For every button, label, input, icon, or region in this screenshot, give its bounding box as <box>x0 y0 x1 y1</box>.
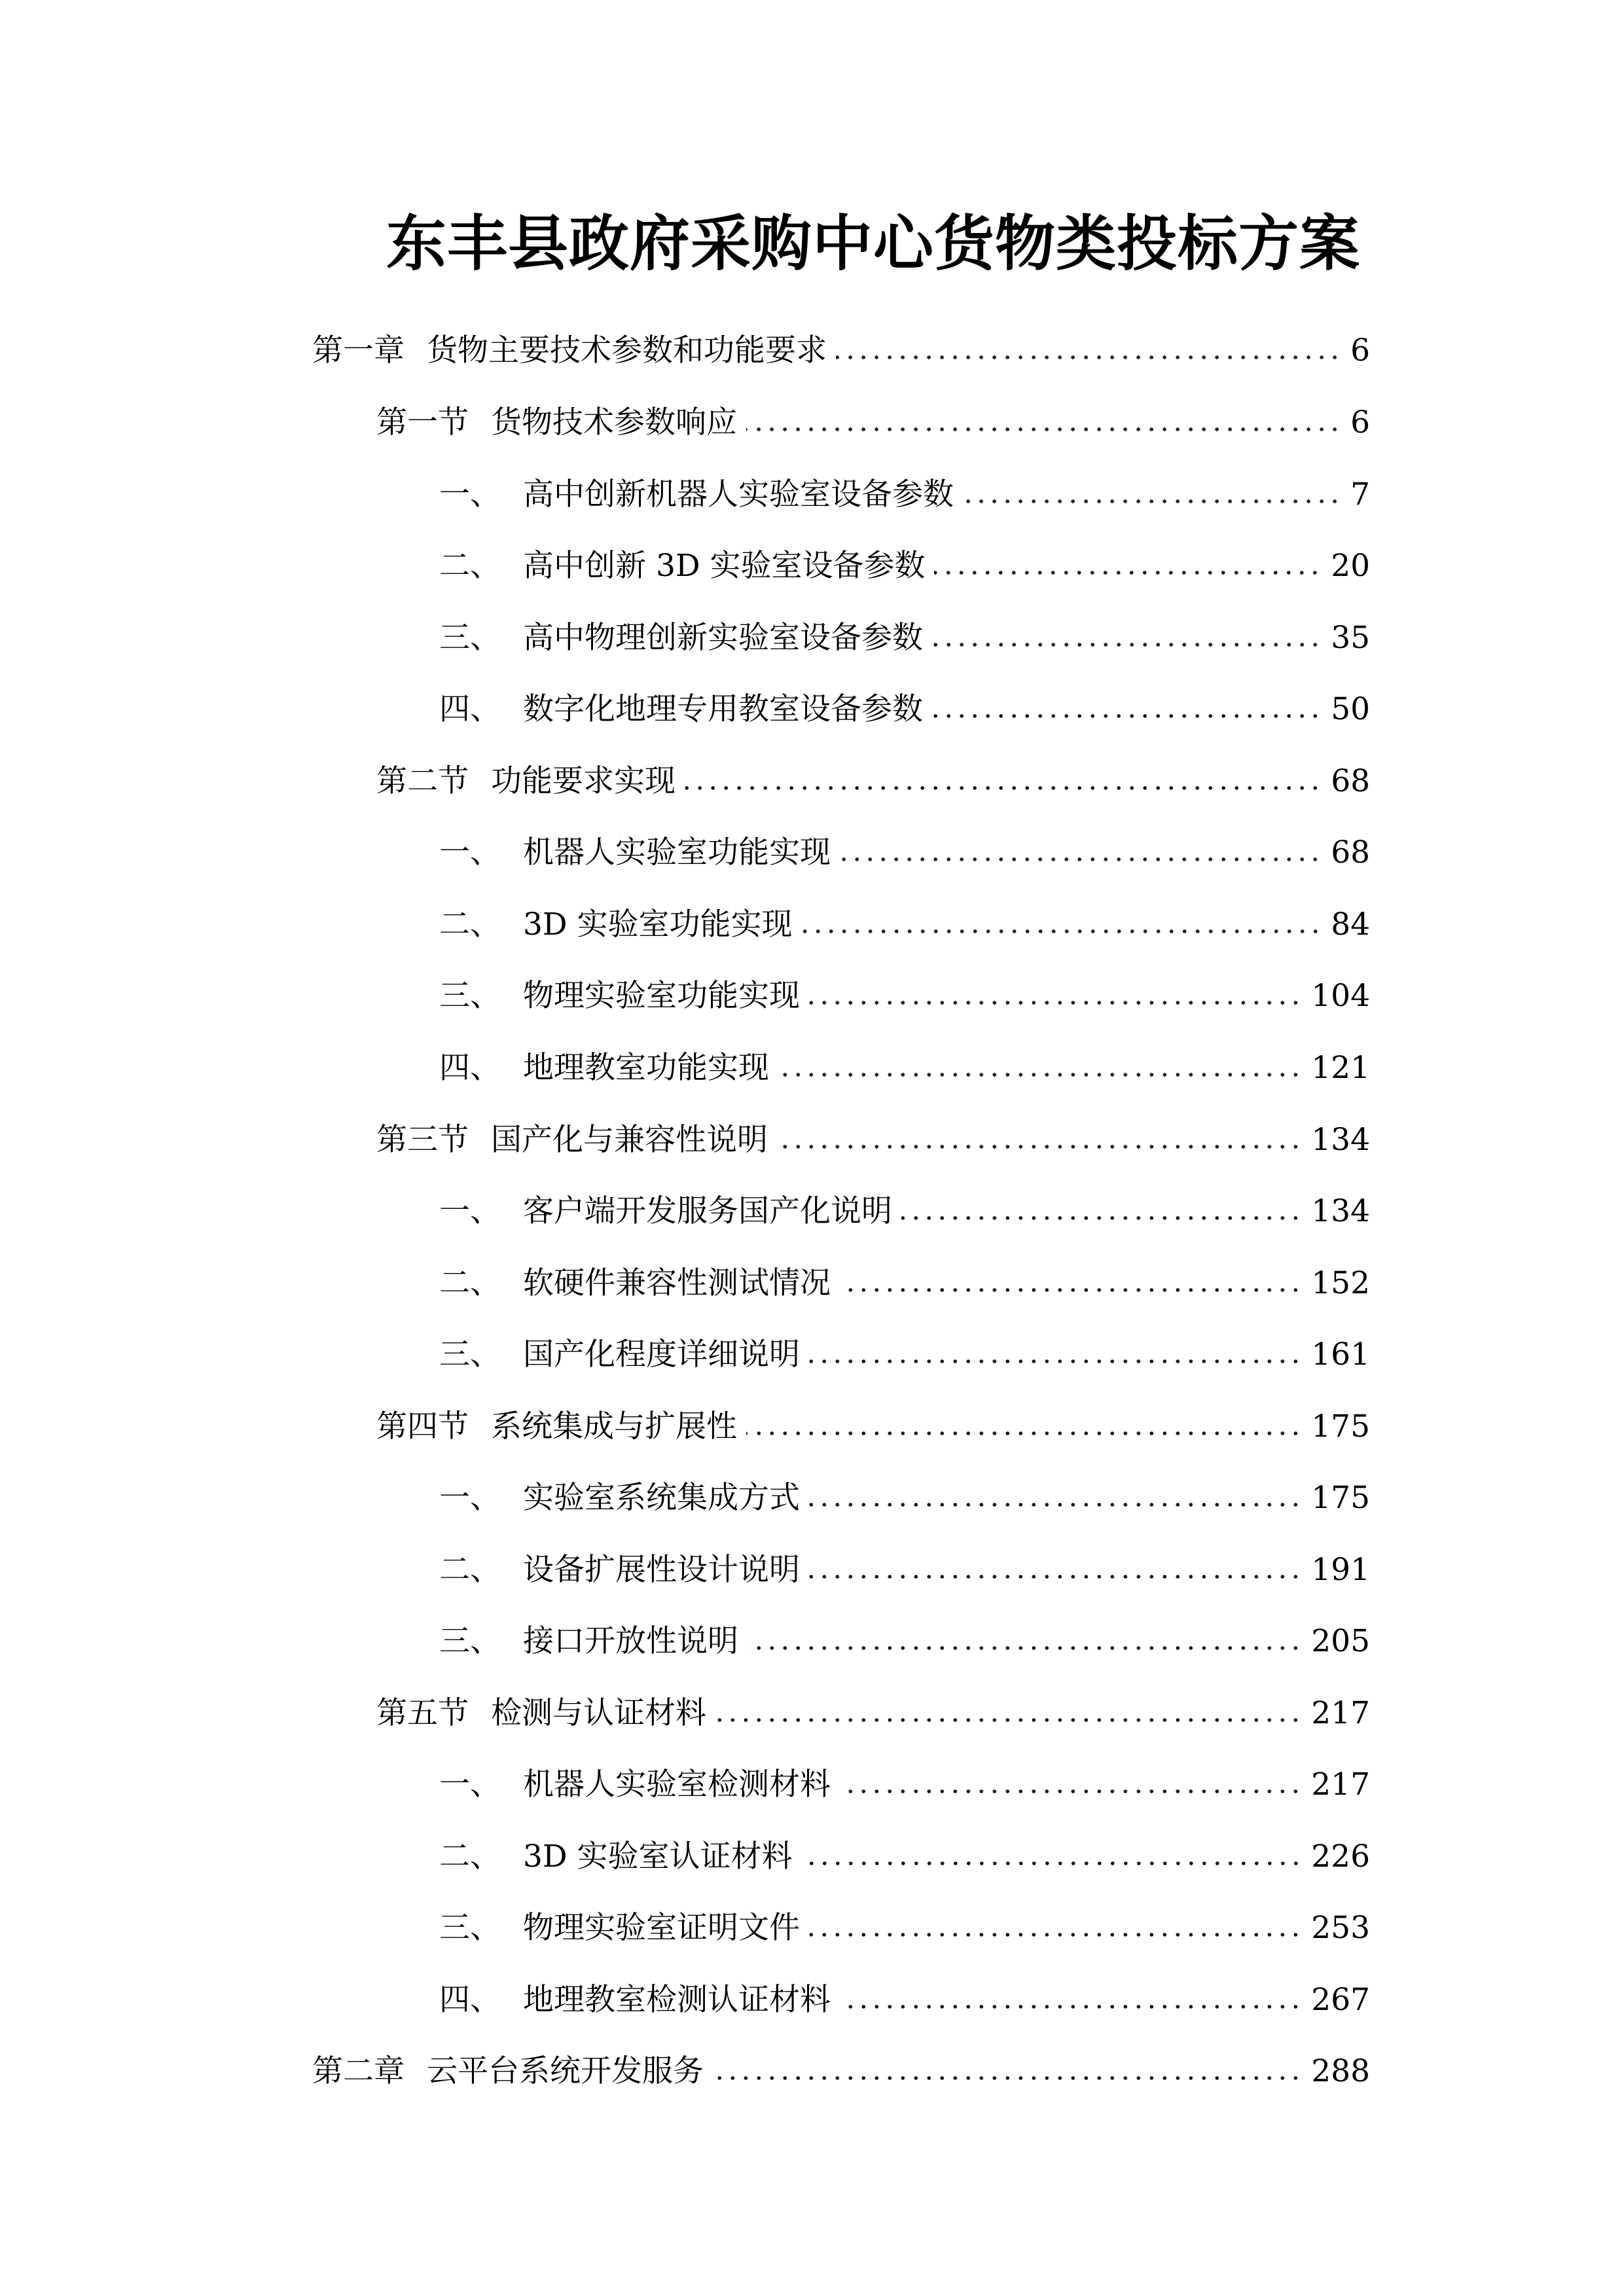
toc-entry-title: 云平台系统开发服务 <box>427 2053 704 2089</box>
toc-entry-section-1[interactable] <box>376 396 1370 442</box>
toc-page-number: 104 <box>1311 978 1370 1014</box>
toc-entry-title: 物理实验室功能实现 <box>523 978 800 1014</box>
toc-entry-number: 第二章 <box>312 2053 405 2089</box>
toc-entry-subsection[interactable] <box>439 1543 1370 1589</box>
toc-entry-subsection[interactable] <box>439 468 1370 514</box>
toc-entry-title: 地理教室检测认证材料 <box>523 1982 831 2018</box>
toc-page-number: 267 <box>1311 1982 1370 2018</box>
toc-dot-leader <box>934 568 1322 577</box>
toc-entry-number: 第四节 <box>376 1408 469 1444</box>
toc-page-number: 191 <box>1311 1552 1370 1588</box>
toc-entry-subsection[interactable] <box>439 1185 1370 1230</box>
toc-entry-subsection[interactable] <box>439 1830 1370 1876</box>
toc-entry-number: 第五节 <box>376 1695 469 1731</box>
toc-dot-leader <box>932 640 1322 649</box>
toc-dot-leader <box>802 1859 1303 1868</box>
toc-entry-number: 三、 <box>439 1623 501 1659</box>
toc-entry-number: 二、 <box>439 1265 501 1301</box>
toc-entry-title: 机器人实验室功能实现 <box>523 834 831 870</box>
toc-entry-number: 四、 <box>439 691 501 727</box>
toc-entry-subsection[interactable] <box>439 826 1370 872</box>
toc-dot-leader <box>778 1070 1302 1079</box>
toc-page-number: 175 <box>1311 1480 1370 1516</box>
toc-dot-leader <box>840 855 1322 864</box>
toc-entry-number: 一、 <box>439 834 501 870</box>
toc-entry-number: 三、 <box>439 620 501 656</box>
toc-entry-subsection[interactable] <box>439 898 1370 944</box>
toc-entry-title: 国产化程度详细说明 <box>523 1336 800 1372</box>
toc-dot-leader <box>715 1715 1302 1725</box>
toc-entry-title: 高中创新 3D 实验室设备参数 <box>523 548 926 584</box>
toc-entry-subsection[interactable] <box>439 539 1370 585</box>
toc-page-number: 226 <box>1311 1839 1370 1874</box>
toc-entry-number: 第二节 <box>376 763 469 799</box>
toc-entry-subsection[interactable] <box>439 1901 1370 1947</box>
toc-entry-title: 3D 实验室认证材料 <box>523 1839 793 1874</box>
toc-page-number: 68 <box>1331 763 1370 799</box>
toc-dot-leader <box>685 783 1322 793</box>
toc-page-number: 84 <box>1331 906 1370 942</box>
toc-entry-number: 第一章 <box>312 332 405 368</box>
toc-entry-number: 第一节 <box>376 404 469 440</box>
toc-page-number: 205 <box>1311 1623 1370 1659</box>
toc-entry-number: 二、 <box>439 906 501 942</box>
toc-page-number: 68 <box>1331 834 1370 870</box>
toc-entry-section-2[interactable] <box>376 755 1370 800</box>
toc-entry-number: 三、 <box>439 1910 501 1946</box>
toc-dot-leader <box>840 2002 1302 2011</box>
toc-page-number: 217 <box>1311 1767 1370 1803</box>
toc-entry-title: 地理教室功能实现 <box>523 1050 769 1086</box>
toc-entry-title: 设备扩展性设计说明 <box>523 1552 800 1588</box>
toc-entry-title: 国产化与兼容性说明 <box>491 1122 768 1158</box>
toc-page-number: 6 <box>1350 332 1370 368</box>
toc-entry-title: 系统集成与扩展性 <box>491 1408 737 1444</box>
toc-dot-leader <box>840 1787 1302 1796</box>
toc-entry-section-4[interactable] <box>376 1400 1370 1446</box>
toc-entry-subsection[interactable] <box>439 1973 1370 2019</box>
toc-page-number: 217 <box>1311 1695 1370 1731</box>
toc-dot-leader <box>802 927 1322 936</box>
toc-entry-subsection[interactable] <box>439 1257 1370 1302</box>
toc-entry-number: 一、 <box>439 1193 501 1229</box>
toc-entry-subsection[interactable] <box>439 969 1370 1015</box>
toc-entry-subsection[interactable] <box>439 1328 1370 1374</box>
toc-entry-title: 客户端开发服务国产化说明 <box>523 1193 892 1229</box>
toc-entry-subsection[interactable] <box>439 1471 1370 1517</box>
toc-entry-chapter-1[interactable] <box>312 324 1370 370</box>
toc-entry-number: 一、 <box>439 476 501 512</box>
toc-dot-leader <box>932 711 1322 721</box>
toc-entry-number: 四、 <box>439 1050 501 1086</box>
toc-dot-leader <box>809 1500 1302 1509</box>
toc-dot-leader <box>809 1572 1302 1581</box>
toc-dot-leader <box>809 1357 1302 1366</box>
toc-entry-title: 高中物理创新实验室设备参数 <box>523 620 923 656</box>
toc-page-number: 175 <box>1311 1408 1370 1444</box>
toc-dot-leader <box>746 425 1341 434</box>
toc-page-number: 152 <box>1311 1265 1370 1301</box>
toc-page-number: 134 <box>1311 1122 1370 1158</box>
toc-entry-title: 机器人实验室检测材料 <box>523 1767 831 1803</box>
toc-entry-title: 3D 实验室功能实现 <box>523 906 793 942</box>
toc-page-number: 134 <box>1311 1193 1370 1229</box>
toc-page-number: 288 <box>1311 2053 1370 2089</box>
toc-page-number: 35 <box>1331 620 1370 656</box>
toc-entry-title: 数字化地理专用教室设备参数 <box>523 691 923 727</box>
toc-entry-title: 货物技术参数响应 <box>491 404 737 440</box>
toc-dot-leader <box>809 998 1302 1007</box>
toc-entry-subsection[interactable] <box>439 1041 1370 1087</box>
toc-page-number: 20 <box>1331 548 1370 584</box>
toc-entry-number: 四、 <box>439 1982 501 2018</box>
toc-entry-subsection[interactable] <box>439 1758 1370 1804</box>
toc-page-number: 161 <box>1311 1336 1370 1372</box>
toc-entry-subsection[interactable] <box>439 611 1370 657</box>
toc-entry-title: 功能要求实现 <box>491 763 676 799</box>
toc-page-number: 50 <box>1331 691 1370 727</box>
toc-dot-leader <box>746 1429 1302 1438</box>
toc-entry-number: 一、 <box>439 1767 501 1803</box>
toc-entry-title: 实验室系统集成方式 <box>523 1480 800 1516</box>
toc-entry-number: 三、 <box>439 1336 501 1372</box>
toc-dot-leader <box>840 1285 1302 1295</box>
toc-entry-title: 软硬件兼容性测试情况 <box>523 1265 831 1301</box>
toc-dot-leader <box>836 353 1341 362</box>
toc-page-number: 253 <box>1311 1910 1370 1946</box>
toc-entry-chapter-2[interactable] <box>312 2045 1370 2090</box>
toc-dot-leader <box>713 2073 1302 2083</box>
toc-entry-subsection[interactable] <box>439 1615 1370 1660</box>
toc-page-number: 6 <box>1350 404 1370 440</box>
toc-entry-title: 物理实验室证明文件 <box>523 1910 800 1946</box>
toc-entry-number: 一、 <box>439 1480 501 1516</box>
toc-dot-leader <box>777 1142 1302 1151</box>
toc-entry-number: 二、 <box>439 548 501 584</box>
toc-dot-leader <box>963 497 1341 506</box>
toc-entry-subsection[interactable] <box>439 683 1370 728</box>
toc-dot-leader <box>901 1213 1302 1223</box>
toc-entry-title: 货物主要技术参数和功能要求 <box>427 332 827 368</box>
toc-entry-title: 检测与认证材料 <box>491 1695 706 1731</box>
toc-page-number: 7 <box>1350 476 1370 512</box>
toc-entry-section-3[interactable] <box>376 1113 1370 1159</box>
toc-entry-number: 三、 <box>439 978 501 1014</box>
toc-entry-title: 接口开放性说明 <box>523 1623 738 1659</box>
document-title: 东丰县政府采购中心货物类投标方案 <box>386 208 1361 279</box>
toc-dot-leader <box>748 1643 1302 1653</box>
toc-page-number: 121 <box>1311 1050 1370 1086</box>
toc-entry-number: 二、 <box>439 1552 501 1588</box>
toc-entry-number: 二、 <box>439 1839 501 1874</box>
toc-entry-section-5[interactable] <box>376 1687 1370 1732</box>
toc-entry-number: 第三节 <box>376 1122 469 1158</box>
toc-dot-leader <box>809 1930 1302 1939</box>
toc-entry-title: 高中创新机器人实验室设备参数 <box>523 476 954 512</box>
